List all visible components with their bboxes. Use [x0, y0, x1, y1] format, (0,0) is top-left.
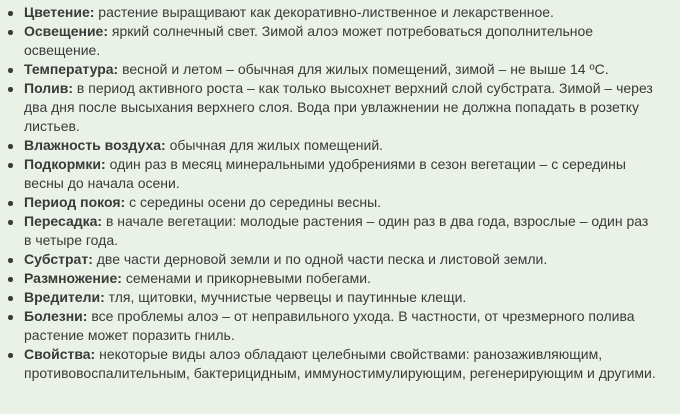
list-item-diseases — [0, 307, 680, 345]
bullet-icon — [8, 11, 13, 16]
list-item-feeding — [0, 155, 680, 193]
bullet-icon — [8, 296, 13, 301]
item-term: Свойства: — [24, 346, 96, 362]
list-item-substrate — [0, 250, 680, 269]
list-item-watering — [0, 79, 680, 136]
list-item-properties — [0, 345, 680, 383]
item-term: Полив: — [24, 80, 74, 96]
list-item-dormancy — [0, 193, 680, 212]
item-text: растение выращивают как декоративно-лиственное и лекарственное. — [94, 4, 554, 20]
bullet-icon — [8, 201, 13, 206]
item-term: Болезни: — [24, 308, 88, 324]
item-term: Период покоя: — [24, 194, 126, 210]
bullet-icon — [8, 68, 13, 73]
bullet-icon — [8, 163, 13, 168]
item-term: Субстрат: — [24, 251, 93, 267]
item-term: Размножение: — [24, 270, 122, 286]
item-term: Цветение: — [24, 4, 95, 20]
list-item-repotting — [0, 212, 680, 250]
item-text: тля, щитовки, мучнистые червецы и паутинные клещи. — [104, 289, 467, 305]
item-text: с середины осени до середины весны. — [125, 194, 382, 210]
bullet-icon — [8, 220, 13, 225]
item-term: Влажность воздуха: — [24, 137, 166, 153]
item-text: яркий солнечный свет. Зимой алоэ может потребоваться дополнительное освещение. — [24, 23, 594, 58]
list-item-flowering — [0, 3, 680, 22]
item-term: Пересадка: — [24, 213, 103, 229]
bullet-icon — [8, 144, 13, 149]
item-text: две части дерновой земли и по одной части песка и листовой земли. — [92, 251, 548, 267]
list-item-pests — [0, 288, 680, 307]
list-item-temperature — [0, 60, 680, 79]
item-text: в период активного роста – как только высохнет верхний слой субстрата. Зимой – через два дня после высыхания верхнего слоя. Вода при увлажнении не должна попадать в розетку листьев. — [24, 80, 653, 134]
item-text: один раз в месяц минеральными удобрениями в сезон вегетации – с середины весны до начала осени. — [24, 156, 626, 191]
list-item-lighting — [0, 22, 680, 60]
bullet-icon — [8, 87, 13, 92]
item-term: Освещение: — [24, 23, 108, 39]
item-text: все проблемы алоэ – от неправильного ухода. В частности, от чрезмерного полива растение может поразить гниль. — [24, 308, 635, 343]
bullet-icon — [8, 258, 13, 263]
item-term: Подкормки: — [24, 156, 106, 172]
bullet-icon — [8, 277, 13, 282]
list-item-humidity — [0, 136, 680, 155]
list-item-propagation — [0, 269, 680, 288]
bullet-icon — [8, 353, 13, 358]
bullet-icon — [8, 30, 13, 35]
bullet-icon — [8, 315, 13, 320]
item-text: обычная для жилых помещений. — [165, 137, 384, 153]
item-text: в начале вегетации: молодые растения – один раз в два года, взрослые – один раз в четыре года. — [24, 213, 649, 248]
item-text: весной и летом – обычная для жилых помещений, зимой – не выше 14 ºC. — [118, 61, 609, 77]
item-term: Вредители: — [24, 289, 105, 305]
item-text: некоторые виды алоэ обладают целебными свойствами: ранозаживляющим, противовоспалительным, бактерицидным, иммуностимулирующим, регенерирующим и другими. — [24, 346, 656, 381]
item-term: Температура: — [24, 61, 119, 77]
item-text: семенами и прикорневыми побегами. — [121, 270, 371, 286]
